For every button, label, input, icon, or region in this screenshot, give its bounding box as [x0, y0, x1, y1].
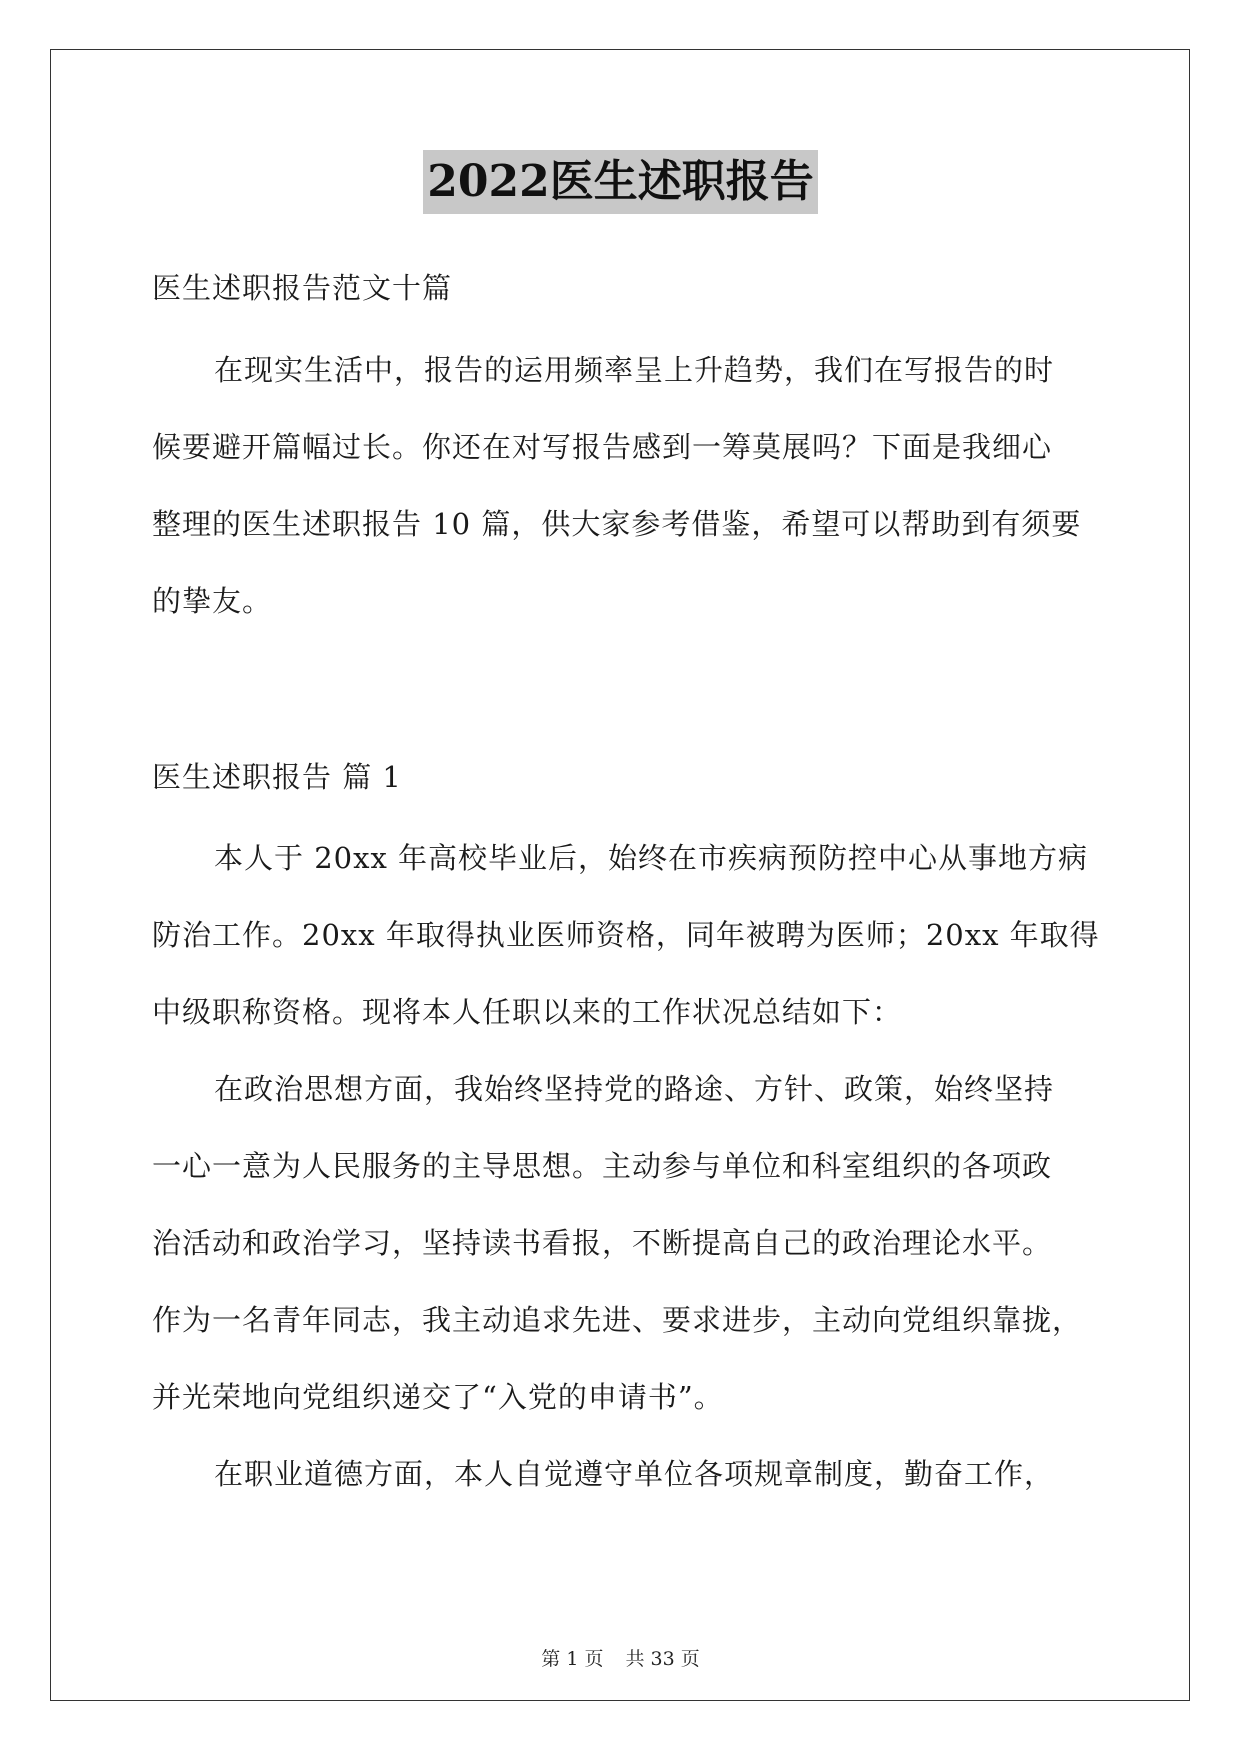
document-subtitle: 医生述职报告范文十篇: [152, 271, 453, 305]
intro-line: 整理的医生述职报告 10 篇，供大家参考借鉴，希望可以帮助到有须要: [152, 507, 1082, 541]
intro-line: 在现实生活中，报告的运用频率呈上升趋势，我们在写报告的时: [214, 353, 1055, 387]
body-line: 并光荣地向党组织递交了“入党的申请书”。: [152, 1380, 724, 1414]
body-line: 在职业道德方面，本人自觉遵守单位各项规章制度，勤奋工作，: [214, 1457, 1055, 1491]
body-line: 一心一意为人民服务的主导思想。主动参与单位和科室组织的各项政: [152, 1149, 1053, 1183]
body-line: 治活动和政治学习，坚持读书看报，不断提高自己的政治理论水平。: [152, 1226, 1053, 1260]
current-page-number: 第 1 页: [541, 1648, 604, 1670]
body-line: 在政治思想方面，我始终坚持党的路途、方针、政策，始终坚持: [214, 1072, 1055, 1106]
title-container: [0, 150, 1241, 214]
page-footer: [0, 1644, 1241, 1671]
intro-line: 候要避开篇幅过长。你还在对写报告感到一筹莫展吗？下面是我细心: [152, 430, 1053, 464]
body-line: 中级职称资格。现将本人任职以来的工作状况总结如下：: [152, 995, 903, 1029]
section-heading: 医生述职报告 篇 1: [152, 760, 402, 794]
intro-line: 的挚友。: [152, 584, 273, 618]
body-line: 作为一名青年同志，我主动追求先进、要求进步，主动向党组织靠拢，: [152, 1303, 1083, 1337]
total-pages: 共 33 页: [625, 1648, 700, 1670]
body-line: 本人于 20xx 年高校毕业后，始终在市疾病预防控中心从事地方病: [214, 841, 1089, 875]
body-line: 防治工作。20xx 年取得执业医师资格，同年被聘为医师；20xx 年取得: [152, 918, 1100, 952]
document-title: 2022医生述职报告: [423, 150, 817, 214]
